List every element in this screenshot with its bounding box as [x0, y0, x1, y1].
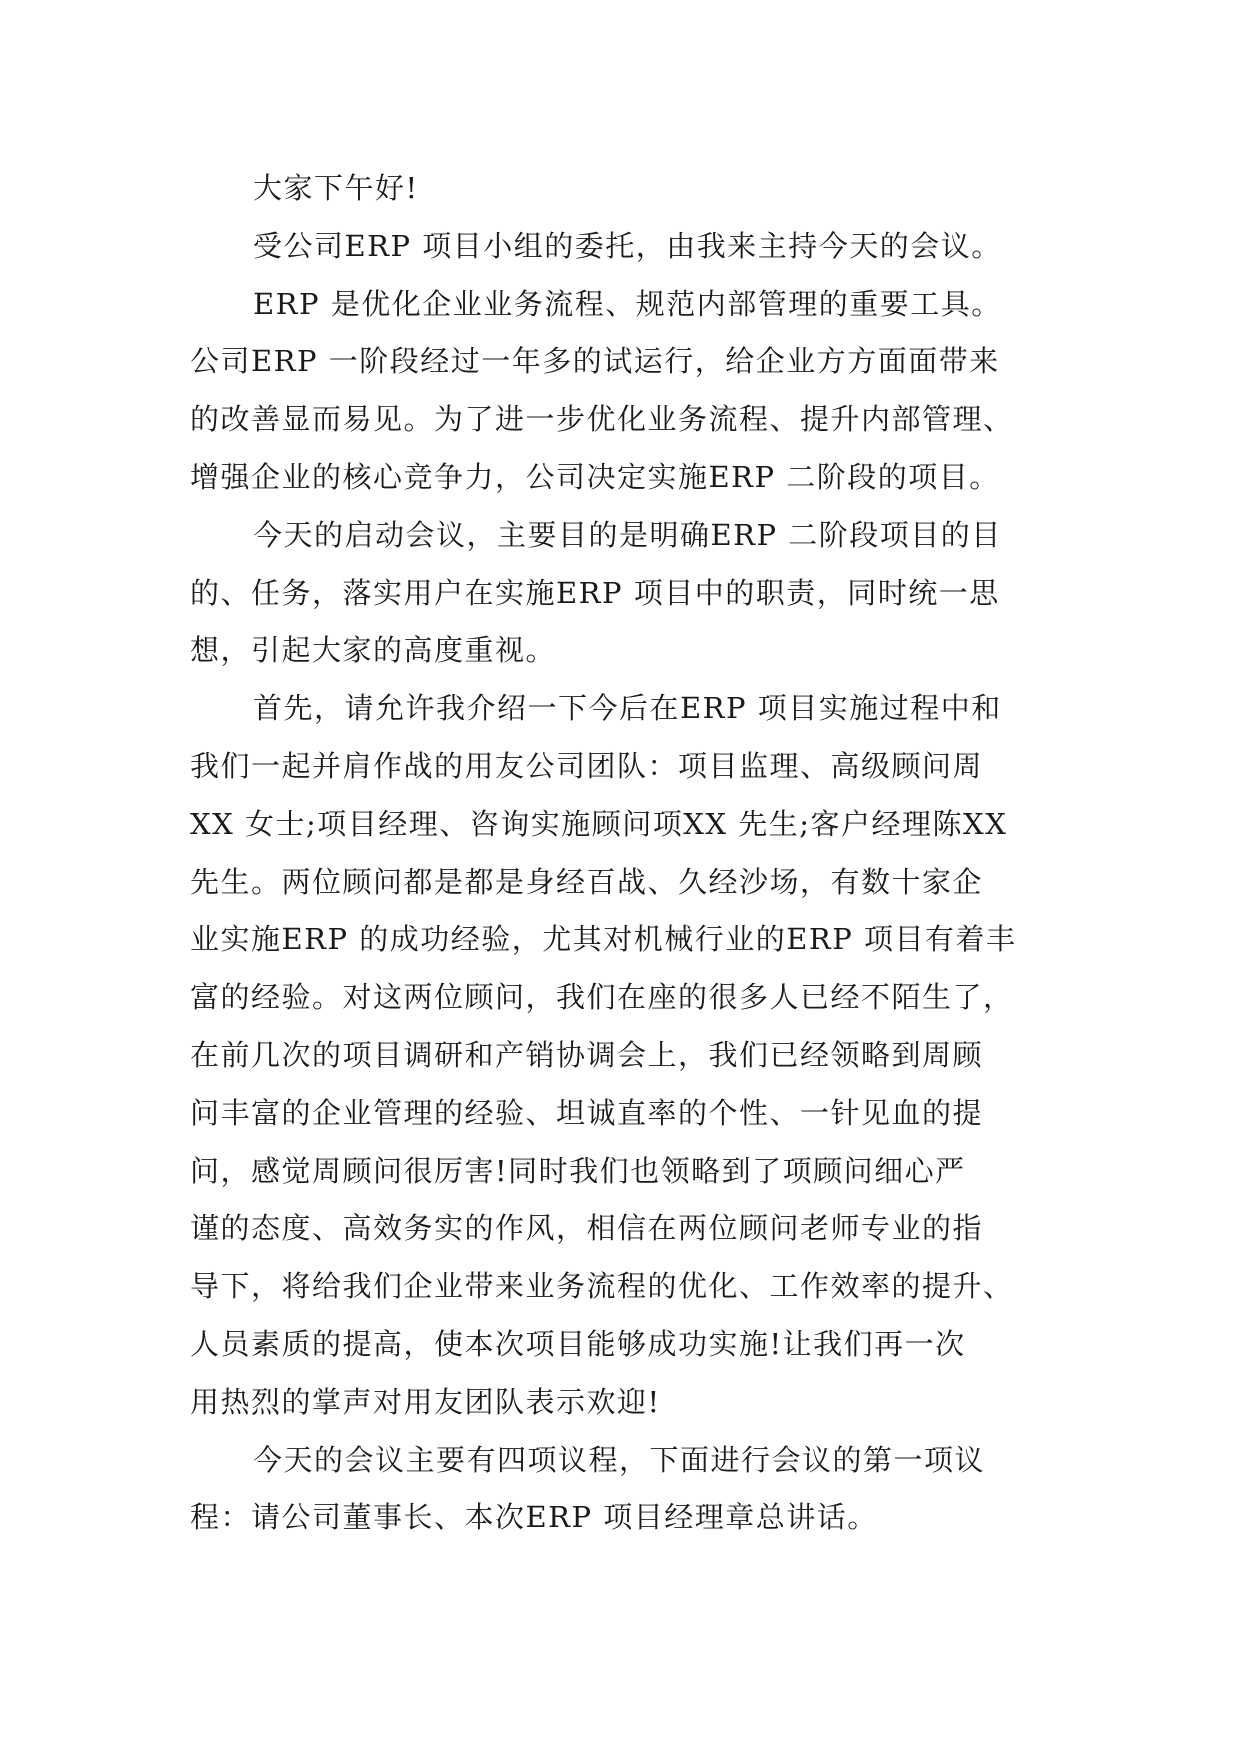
text-line: 谨的态度、高效务实的作风，相信在两位顾问老师专业的指	[190, 1211, 984, 1246]
text-line: 增强企业的核心竞争力，公司决定实施ERP 二阶段的项目。	[190, 459, 1000, 494]
text-line: 我们一起并肩作战的用友公司团队：项目监理、高级顾问周	[190, 748, 984, 783]
text-line: 今天的启动会议，主要目的是明确ERP 二阶段项目的目	[253, 517, 1002, 552]
text-line: 受公司ERP 项目小组的委托，由我来主持今天的会议。	[253, 228, 1002, 263]
text-line: 在前几次的项目调研和产销协调会上，我们已经领略到周顾	[190, 1037, 984, 1072]
text-line: 的改善显而易见。为了进一步优化业务流程、提升内部管理、	[190, 402, 1014, 437]
text-line: 公司ERP 一阶段经过一年多的试运行，给企业方方面面带来	[190, 344, 1000, 379]
text-line: 用热烈的掌声对用友团队表示欢迎!	[190, 1384, 661, 1419]
text-line: 导下，将给我们企业带来业务流程的优化、工作效率的提升、	[190, 1269, 1014, 1304]
text-line: 程：请公司董事长、本次ERP 项目经理章总讲话。	[190, 1500, 878, 1535]
text-line: 业实施ERP 的成功经验，尤其对机械行业的ERP 项目有着丰	[190, 922, 1017, 957]
text-line: 人员素质的提高，使本次项目能够成功实施!让我们再一次	[190, 1326, 966, 1361]
text-line: 大家下午好!	[253, 171, 419, 205]
text-line: 今天的会议主要有四项议程，下面进行会议的第一项议	[253, 1442, 986, 1477]
text-line: 的、任务，落实用户在实施ERP 项目中的职责，同时统一思	[190, 575, 1000, 610]
text-line: 问，感觉周顾问很厉害!同时我们也领略到了项顾问细心严	[190, 1153, 966, 1188]
text-line: XX 女士;项目经理、咨询实施顾问项XX 先生;客户经理陈XX	[190, 806, 1008, 841]
text-line: 想，引起大家的高度重视。	[190, 633, 557, 668]
text-line: 富的经验。对这两位顾问，我们在座的很多人已经不陌生了，	[190, 980, 1014, 1015]
document-body	[190, 160, 1070, 1547]
text-line: 首先，请允许我介绍一下今后在ERP 项目实施过程中和	[253, 691, 1002, 726]
text-line: 问丰富的企业管理的经验、坦诚直率的个性、一针见血的提	[190, 1095, 984, 1130]
text-line: 先生。两位顾问都是都是身经百战、久经沙场，有数十家企	[190, 864, 984, 899]
text-line: ERP 是优化企业业务流程、规范内部管理的重要工具。	[253, 286, 1002, 321]
